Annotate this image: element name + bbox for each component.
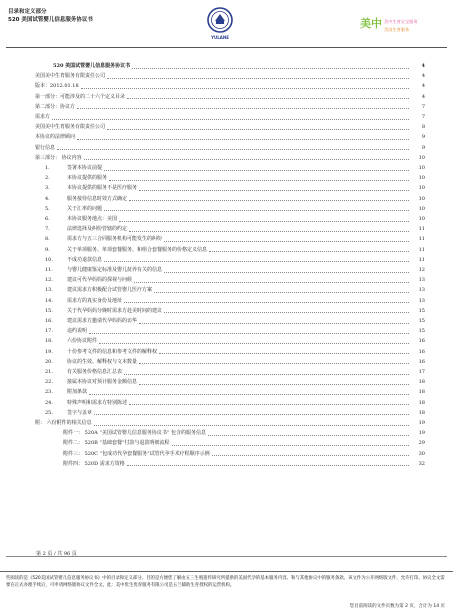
toc-entry-number: 18. <box>45 338 53 345</box>
toc-entry-title: 本协议服务地点：美国 <box>67 216 118 222</box>
toc-entry-page: 10 <box>418 175 425 182</box>
toc-leader-dots <box>129 404 409 405</box>
toc-entry-number: 9. <box>45 246 50 253</box>
toc-entry-page: 11 <box>418 246 425 253</box>
toc-entry-number: 22. <box>45 379 53 386</box>
toc-entry-page: 11 <box>418 236 425 243</box>
toc-entry[interactable] <box>63 460 425 469</box>
toc-entry[interactable] <box>45 297 425 306</box>
disclaimer-text: 些阅读的是《520美国试管婴儿信息服务协议书》中的目录和定义部分。目的是方便您了解由五三生殖遗传研究所提供的美国代孕的基本服务内容。和与其他协议中的服务条款。该文件为公开网络版文件，允许打印。协议全文需要在正式办理手续后，可申请网络版协议文件全文。此：美中优生优育服务有限公司是五兰辅助生育授权的运营机构。 <box>6 576 445 588</box>
toc-entry-title: 520 美国试管婴儿信息服务协议书 <box>53 63 131 69</box>
toc-entry-title: 附件二： 520B “基础套餐”付款与退款明细流程 <box>63 440 170 447</box>
toc-entry[interactable] <box>45 184 425 193</box>
toc-entry-title: 建议需求方积极配合试管婴儿医疗方案 <box>67 287 153 294</box>
toc-leader-dots <box>208 435 409 436</box>
toc-entry-title: 不成功退款信息 <box>67 256 103 263</box>
toc-entry[interactable] <box>45 399 425 408</box>
toc-entry[interactable] <box>53 62 425 71</box>
toc-entry-page: 29 <box>418 440 425 447</box>
toc-entry[interactable] <box>45 348 425 357</box>
toc-leader-dots <box>104 170 409 171</box>
toc-entry-number: 4. <box>45 195 50 202</box>
toc-leader-dots <box>139 323 409 324</box>
logo-text: YULANE <box>211 35 229 40</box>
toc-entry[interactable] <box>45 286 425 295</box>
toc-entry-title: 接属本协议对预计服务金额信息 <box>67 379 138 386</box>
toc-entry[interactable] <box>45 337 425 346</box>
toc-leader-dots <box>109 180 409 181</box>
toc-entry-page: 10 <box>418 205 425 212</box>
toc-leader-dots <box>94 425 409 426</box>
page-counter: 您目前阅读的文件页数为第 2 页，合计为 14 页 <box>349 604 445 609</box>
toc-entry-title: 关于汇率的问题 <box>67 205 103 212</box>
toc-entry-title: 银行信息 <box>35 144 56 151</box>
toc-leader-dots <box>52 119 409 120</box>
toc-leader-dots <box>139 190 409 191</box>
toc-entry-page: 13 <box>418 277 425 284</box>
toc-entry-title: 需求方 <box>35 114 51 120</box>
toc-leader-dots <box>89 394 409 395</box>
toc-entry-page: 15 <box>418 318 425 324</box>
toc-leader-dots <box>129 200 409 201</box>
toc-entry[interactable] <box>45 235 425 244</box>
toc-entry[interactable] <box>45 256 425 265</box>
svg-text:美中: 美中 <box>360 17 382 30</box>
page-number: 第 2 页 / 共 96 页 <box>36 551 77 557</box>
toc-entry-page: 9 <box>421 134 425 141</box>
toc-leader-dots <box>107 78 409 79</box>
toc-entry-number: 10. <box>45 256 53 263</box>
toc-leader-dots <box>104 210 409 211</box>
brand-sub: 美国生育服务 <box>384 27 410 32</box>
toc-entry-title: 版本：2012.01.18 <box>35 83 79 90</box>
toc-entry-title: 本协议提供的服务 <box>67 175 108 182</box>
toc-leader-dots <box>154 292 409 293</box>
toc-entry-title: 与婴儿健康鉴定标准及婴儿抚养有关的信息 <box>67 267 163 273</box>
toc-entry[interactable] <box>45 225 425 234</box>
toc-entry-number: 23. <box>45 389 53 396</box>
toc-leader-dots <box>127 465 409 466</box>
toc-entry[interactable] <box>63 429 425 438</box>
toc-entry-page: 18 <box>418 409 425 416</box>
toc-leader-dots <box>172 445 409 446</box>
toc-leader-dots <box>124 374 409 375</box>
toc-entry-number: 8. <box>45 236 50 243</box>
toc-entry-title: 美国美中生育服务有限责任公司 <box>35 73 106 80</box>
toc-entry-number: 24. <box>45 399 53 406</box>
toc-entry-title: 本协议提供的服务不是医疗服务 <box>67 185 138 192</box>
toc-entry-number: 21. <box>45 369 53 375</box>
toc-entry-page: 11 <box>418 256 425 263</box>
toc-entry-page: 13 <box>418 297 425 304</box>
toc-entry-title: 需求方与五三合同服务机构可能发生的纠纷 <box>67 236 163 243</box>
toc-entry-title: 违约说明 <box>67 328 88 335</box>
toc-entry[interactable] <box>45 327 425 336</box>
toc-entry[interactable] <box>45 388 425 397</box>
toc-entry-page: 15 <box>418 328 425 335</box>
toc-entry[interactable] <box>35 133 425 142</box>
toc-entry[interactable] <box>45 276 425 285</box>
toc-entry-page: 10 <box>418 185 425 192</box>
toc-leader-dots <box>77 108 409 109</box>
toc-entry-page: 10 <box>418 216 425 222</box>
toc-entry-title: 十份参考文件的信息和参考文件的解释权 <box>67 348 158 355</box>
toc-leader-dots <box>212 455 409 456</box>
toc-entry-title: 附件四： 520D 需求方资格 <box>63 460 125 467</box>
toc-leader-dots <box>89 333 409 334</box>
toc-entry-page: 16 <box>418 338 425 345</box>
toc-leader-dots <box>94 414 409 415</box>
toc-leader-dots <box>164 241 409 242</box>
disclaimer-divider <box>0 571 453 572</box>
toc-leader-dots <box>164 272 409 273</box>
toc-entry-number: 5. <box>45 205 50 212</box>
toc-entry[interactable] <box>45 378 425 387</box>
toc-entry-number: 6. <box>45 216 50 222</box>
toc-entry-number: 17. <box>45 328 53 335</box>
toc-leader-dots <box>139 363 409 364</box>
toc-entry[interactable] <box>35 82 425 91</box>
toc-entry[interactable] <box>45 266 425 275</box>
toc-entry-title: 第一部分：可能涉及的二十六个定义目录 <box>35 93 126 100</box>
toc-entry-number: 20. <box>45 358 53 365</box>
toc-entry-title: 本协议的法律顾问 <box>35 134 76 141</box>
toc-leader-dots <box>132 68 409 69</box>
toc-entry-number: 7. <box>45 226 50 233</box>
toc-leader-dots <box>99 343 409 344</box>
toc-entry[interactable] <box>45 164 425 173</box>
toc-entry[interactable] <box>45 174 425 183</box>
toc-entry-page: 30 <box>418 450 425 457</box>
toc-entry-page: 10 <box>418 165 425 171</box>
toc-entry-title: 美国美中生育服务有限责任公司 <box>35 124 106 131</box>
toc-entry-page: 4 <box>421 63 425 69</box>
toc-entry-number: 15. <box>45 307 53 314</box>
toc-entry[interactable] <box>35 113 425 122</box>
toc-entry-title: 关于单项服务、单项套餐服务、和组合套餐服务的价格定义信息 <box>67 246 208 253</box>
toc-leader-dots <box>159 353 409 354</box>
toc-entry[interactable] <box>45 368 425 377</box>
toc-entry-page: 7 <box>421 103 425 110</box>
toc-entry[interactable] <box>63 450 425 459</box>
toc-entry-page: 16 <box>418 348 425 355</box>
toc-entry-page: 18 <box>418 389 425 396</box>
toc-leader-dots <box>57 149 409 150</box>
toc-entry[interactable] <box>35 103 425 112</box>
toc-entry-page: 12 <box>418 267 425 273</box>
toc-entry-number: 19. <box>45 348 53 355</box>
toc-leader-dots <box>129 231 409 232</box>
toc-entry[interactable] <box>35 72 425 81</box>
toc-entry-title: 签署本协议前提 <box>67 165 103 171</box>
toc-leader-dots <box>119 221 409 222</box>
toc-entry[interactable] <box>45 358 425 367</box>
toc-entry-title: 第三部分： 协议内容 <box>35 154 82 161</box>
toc-entry-page: 15 <box>418 307 425 314</box>
toc-leader-dots <box>139 384 409 385</box>
toc-entry-page: 10 <box>418 154 425 161</box>
toc-entry-page: 19 <box>418 430 425 437</box>
toc-entry-number: 1. <box>45 165 50 171</box>
header-title <box>8 8 93 24</box>
toc-entry-page: 4 <box>421 83 425 90</box>
toc-entry-title: 关于代孕妈妈分娩时需求方赴美时间的建议 <box>67 307 163 314</box>
header-doc-title: 520 美国试管婴儿信息服务协议书 <box>8 17 93 23</box>
university-logo <box>206 6 234 42</box>
toc-entry-page: 16 <box>418 358 425 365</box>
toc-entry-page: 7 <box>421 114 425 120</box>
toc-entry-number: 3. <box>45 185 50 192</box>
toc-leader-dots <box>107 129 409 130</box>
toc-entry[interactable] <box>45 409 425 418</box>
toc-entry-page: 19 <box>418 420 425 426</box>
toc-entry[interactable] <box>63 439 425 448</box>
toc-entry[interactable] <box>45 195 425 204</box>
toc-entry-page: 10 <box>418 195 425 202</box>
toc-leader-dots <box>127 98 409 99</box>
toc-leader-dots <box>77 139 409 140</box>
toc-entry-number: 2. <box>45 175 50 182</box>
toc-leader-dots <box>84 159 409 160</box>
toc-leader-dots <box>134 282 409 283</box>
toc-entry-page: 18 <box>418 399 425 406</box>
toc-entry-title: 附加条款 <box>67 389 88 396</box>
brand-text: 美中生育宝宝服务 <box>384 19 418 24</box>
toc-entry-page: 8 <box>421 124 425 131</box>
toc-entry-number: 12. <box>45 277 53 284</box>
toc-entry-title: 服务接待信息时效方式确定 <box>67 195 128 202</box>
toc-entry-page: 13 <box>418 287 425 294</box>
toc-entry-title: 附件一： 520A “美国试管婴儿信息服务协议书” 包含的服务信息 <box>63 430 207 437</box>
toc-leader-dots <box>104 261 409 262</box>
toc-entry-page: 9 <box>421 144 425 151</box>
toc-entry-title: 需求方的真实身份及地址 <box>67 297 123 304</box>
toc-leader-dots <box>209 251 409 252</box>
toc-entry[interactable] <box>45 215 425 224</box>
page-header <box>0 0 453 52</box>
toc-entry-title: 附： 六份附件的相关信息 <box>35 420 92 426</box>
toc-leader-dots <box>81 88 409 89</box>
toc-entry-title: 六份协议附件 <box>67 338 98 345</box>
toc-leader-dots <box>164 312 409 313</box>
toc-entry-title: 协议的生效、解释权与文本数量 <box>67 358 138 365</box>
toc-entry-title: 建议需求方邀请代孕妈妈的访华 <box>67 318 138 324</box>
toc-entry-number: 13. <box>45 287 53 294</box>
footer-divider <box>6 556 447 557</box>
toc-entry[interactable] <box>35 93 425 102</box>
toc-entry-page: 11 <box>418 226 425 233</box>
toc-entry[interactable] <box>45 246 425 255</box>
header-divider <box>6 47 447 48</box>
toc-entry-title: 特殊声明和需求方特别陈述 <box>67 399 128 406</box>
toc-entry[interactable] <box>45 205 425 214</box>
toc-entry-title: 法律选择及纠纷管辖的约定 <box>67 226 128 233</box>
toc-entry-number: 14. <box>45 297 53 304</box>
toc-entry-number: 25. <box>45 409 53 416</box>
toc-entry[interactable] <box>35 123 425 132</box>
header-section: 目录和定义部分 <box>8 9 47 15</box>
toc-entry-page: 4 <box>421 73 425 80</box>
toc-entry-title: 建议可代孕妈妈的探视与问候 <box>67 277 133 284</box>
toc-entry-title: 有关服务价格信息汇总表 <box>67 369 123 375</box>
toc-entry-number: 16. <box>45 318 53 324</box>
toc-entry[interactable] <box>35 419 425 428</box>
toc-leader-dots <box>124 302 409 303</box>
toc-entry[interactable] <box>45 317 425 326</box>
toc-entry-page: 17 <box>418 369 425 375</box>
toc-entry-page: 32 <box>418 460 425 467</box>
toc-entry-title: 附件三： 520C “包成功代孕套餐服务”试管代孕手术疗程顺序示例 <box>63 450 210 457</box>
toc-entry[interactable] <box>45 307 425 316</box>
toc-entry-title: 签字与盖章 <box>67 409 93 416</box>
toc-entry-page: 18 <box>418 379 425 386</box>
toc-entry-page: 4 <box>421 93 425 100</box>
toc-entry[interactable] <box>35 144 425 153</box>
toc-entry[interactable] <box>35 154 425 163</box>
brand-logo <box>358 14 438 42</box>
toc-entry-title: 第二部分：协议方 <box>35 103 76 110</box>
toc-entry-number: 11. <box>45 267 53 273</box>
